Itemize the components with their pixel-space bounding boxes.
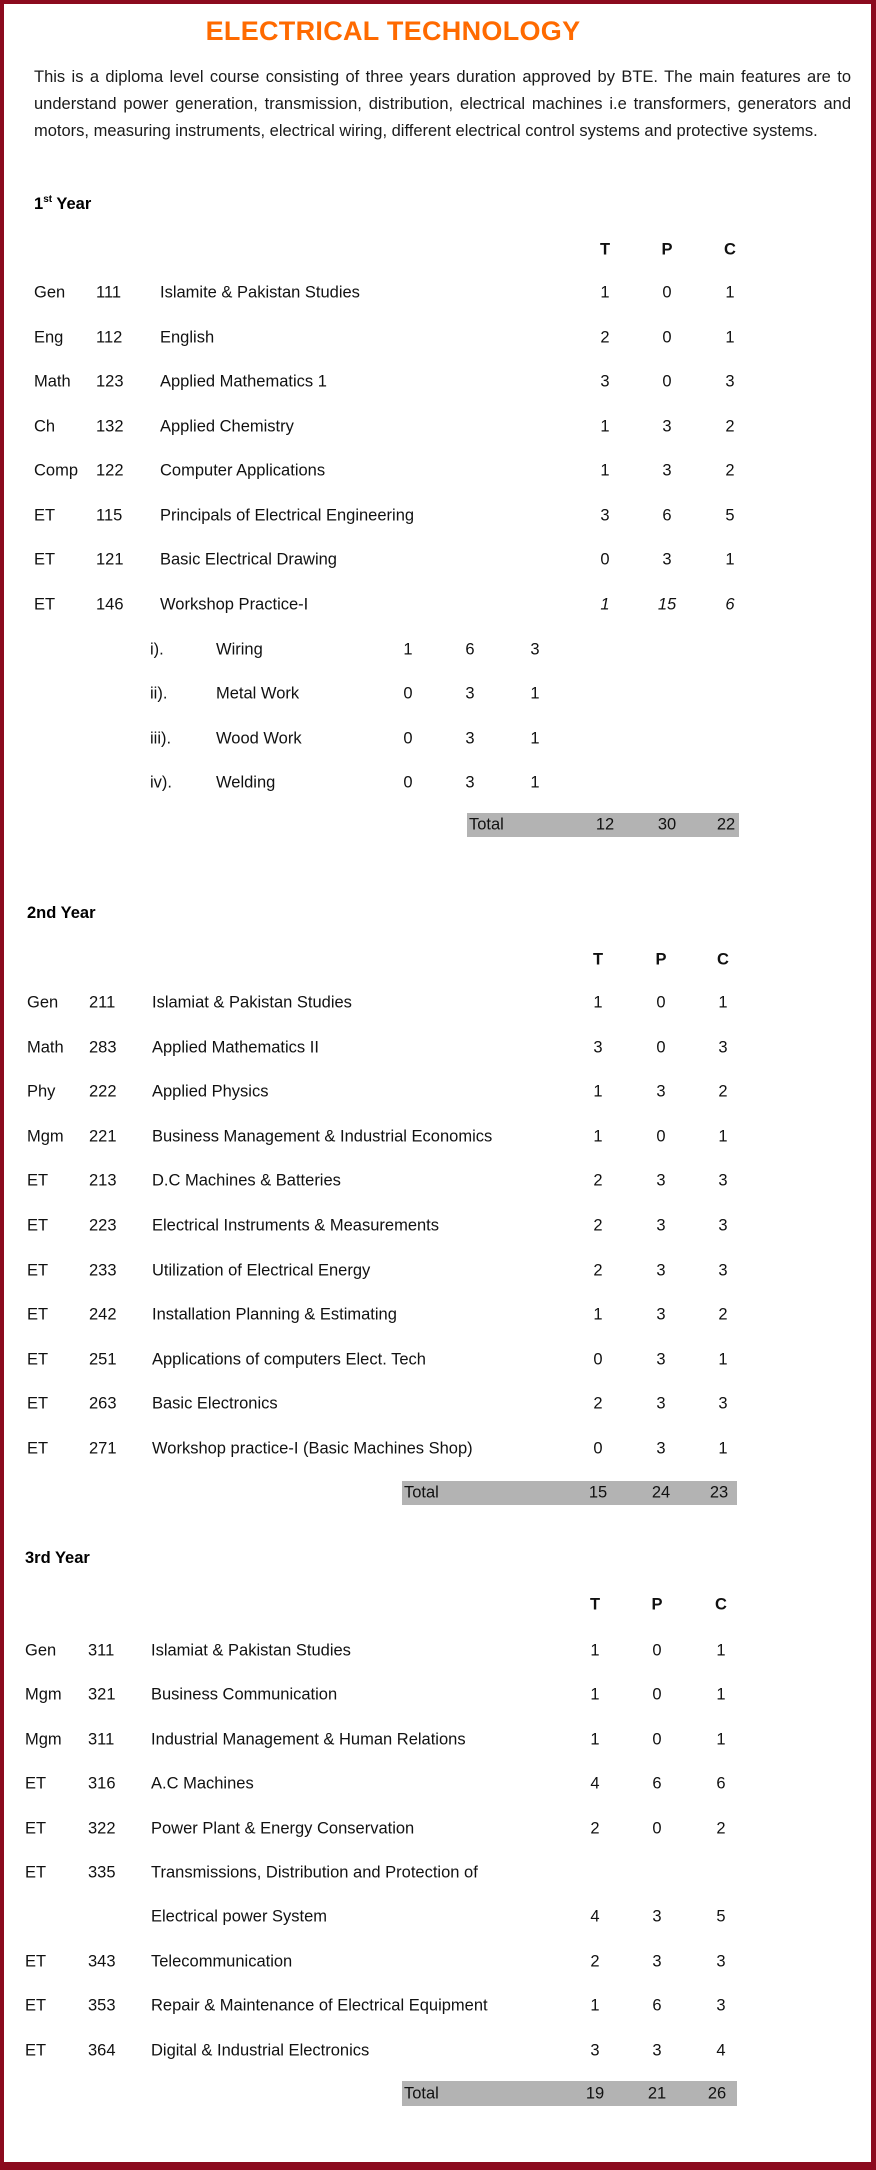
course-code: 115 (96, 506, 123, 524)
course-name: Islamiat & Pakistan Studies (152, 993, 352, 1012)
course-name: Workshop practice-I (Basic Machines Shop) (152, 1439, 473, 1458)
course-t-value: 1 (593, 993, 603, 1012)
sub-item-t-value: 0 (403, 729, 413, 748)
course-dept: ET (34, 506, 56, 524)
course-name: Power Plant & Energy Conservation (151, 1819, 415, 1838)
course-p-value: 0 (662, 283, 672, 302)
course-t-value: 2 (590, 1819, 600, 1838)
total-row (402, 2081, 737, 2106)
course-p-value: 6 (652, 1774, 662, 1793)
course-t-value: 3 (593, 1038, 603, 1057)
course-name: Principals of Electrical Engineering (160, 506, 415, 524)
course-name: Computer Applications (160, 461, 326, 480)
course-code: 146 (96, 595, 124, 613)
course-c-value: 3 (716, 1996, 726, 2015)
course-name: A.C Machines (151, 1774, 254, 1793)
course-c-value: 2 (725, 417, 735, 435)
sub-item-p-value: 3 (465, 773, 475, 792)
course-c-value: 5 (716, 1907, 726, 1926)
course-name: Repair & Maintenance of Electrical Equipment (151, 1996, 488, 2015)
course-c-value: 1 (718, 1439, 728, 1458)
course-t-value: 4 (590, 1774, 600, 1793)
course-p-value: 3 (656, 1082, 666, 1101)
course-p-value: 0 (656, 1038, 666, 1057)
sub-item-c-value: 1 (530, 684, 540, 703)
course-t-value: 1 (590, 1685, 600, 1704)
sub-item-p-value: 6 (465, 640, 475, 659)
sub-item-c-value: 1 (530, 773, 540, 792)
course-c-value: 3 (718, 1261, 728, 1280)
course-name: Industrial Management & Human Relations (151, 1730, 466, 1749)
course-code: 251 (89, 1350, 117, 1369)
course-code: 283 (89, 1038, 117, 1057)
course-code: 221 (89, 1127, 117, 1146)
column-header-c: C (715, 1595, 727, 1614)
course-t-value: 2 (593, 1261, 603, 1280)
course-c-value: 1 (718, 1127, 728, 1146)
total-t-value: 19 (585, 2084, 605, 2102)
course-c-value: 3 (716, 1952, 726, 1971)
course-code: 111 (96, 283, 122, 302)
course-code: 271 (89, 1439, 117, 1458)
total-c-value: 22 (716, 815, 736, 834)
course-c-value: 4 (716, 2041, 726, 2060)
course-t-value: 3 (600, 372, 610, 391)
course-code: 343 (88, 1952, 116, 1971)
course-t-value: 0 (593, 1350, 603, 1369)
course-name: Business Management & Industrial Economics (152, 1127, 493, 1146)
course-dept: ET (27, 1394, 49, 1413)
course-dept: ET (25, 1863, 47, 1882)
course-t-value: 2 (590, 1952, 600, 1971)
course-t-value: 3 (590, 2041, 600, 2060)
course-name: Electrical power System (151, 1907, 328, 1926)
course-c-value: 6 (716, 1774, 726, 1793)
course-p-value: 0 (662, 372, 672, 391)
course-c-value: 6 (725, 595, 735, 613)
year-ordinal-suffix: st (43, 194, 53, 205)
sub-item-number: ii). (150, 684, 168, 703)
course-name: Transmissions, Distribution and Protection of (151, 1863, 478, 1882)
course-dept: Gen (34, 283, 66, 302)
sub-item-name: Wiring (216, 640, 263, 659)
course-dept: Mgm (25, 1730, 62, 1749)
course-p-value: 3 (662, 550, 672, 569)
course-p-value: 6 (662, 506, 672, 524)
course-t-value: 1 (600, 417, 610, 435)
course-code: 364 (88, 2041, 116, 2060)
course-code: 322 (88, 1819, 116, 1838)
course-dept: Ch (34, 417, 56, 435)
page-title: ELECTRICAL TECHNOLOGY (205, 16, 581, 46)
course-dept: ET (25, 1952, 47, 1971)
course-dept: Math (27, 1038, 64, 1057)
course-name: D.C Machines & Batteries (152, 1171, 341, 1190)
course-c-value: 1 (718, 993, 728, 1012)
course-dept: ET (34, 595, 56, 613)
total-label: Total (404, 1483, 439, 1502)
sub-item-name: Metal Work (216, 684, 300, 703)
course-t-value: 1 (590, 1996, 600, 2015)
course-t-value: 2 (593, 1171, 603, 1190)
course-code: 112 (96, 328, 123, 346)
course-code: 122 (96, 461, 124, 480)
course-p-value: 3 (656, 1216, 666, 1235)
course-dept: ET (27, 1261, 49, 1280)
column-header-t: T (589, 1595, 601, 1614)
course-name: Applied Mathematics II (152, 1038, 319, 1057)
course-p-value: 0 (662, 328, 672, 346)
year-heading (34, 194, 91, 214)
course-name: Applied Mathematics 1 (160, 372, 327, 391)
sub-item-t-value: 0 (403, 684, 413, 703)
course-dept: ET (25, 2041, 47, 2060)
course-name: Applications of computers Elect. Tech (152, 1350, 426, 1369)
course-t-value: 1 (593, 1127, 603, 1146)
course-t-value: 4 (590, 1907, 600, 1926)
total-c-value: 23 (709, 1483, 729, 1502)
column-header-c: C (717, 950, 729, 969)
course-c-value: 1 (718, 1350, 728, 1369)
course-dept: Phy (27, 1082, 56, 1101)
year-heading (27, 904, 96, 923)
course-name: Business Communication (151, 1685, 338, 1704)
column-header-c: C (724, 240, 736, 259)
total-row (402, 1481, 737, 1505)
course-description: This is a diploma level course consisting of three years duration approved by BTE. The main features are to understand power generation, transmission, distribution, electrical machines i.e transformers, generators and motors, measuring instruments, electrical wiring, different electrical control systems and protective systems. (34, 68, 851, 140)
total-p-value: 30 (657, 815, 677, 834)
course-name: Islamite & Pakistan Studies (160, 283, 360, 302)
course-c-value: 3 (718, 1216, 728, 1235)
course-t-value: 2 (593, 1394, 603, 1413)
course-code: 123 (96, 372, 124, 391)
course-p-value: 15 (657, 595, 677, 613)
course-c-value: 2 (718, 1305, 728, 1324)
total-t-value: 15 (588, 1483, 608, 1502)
course-code: 211 (89, 993, 116, 1012)
course-name: Islamiat & Pakistan Studies (151, 1641, 351, 1660)
course-t-value: 2 (593, 1216, 603, 1235)
course-code: 121 (96, 550, 124, 569)
course-name: Utilization of Electrical Energy (152, 1261, 371, 1280)
course-name: Digital & Industrial Electronics (151, 2041, 370, 2060)
course-t-value: 3 (600, 506, 610, 524)
course-dept: Comp (34, 461, 79, 480)
course-name: Applied Physics (152, 1082, 269, 1101)
course-dept: Math (34, 372, 71, 391)
total-label: Total (469, 815, 504, 834)
course-c-value: 1 (716, 1730, 726, 1749)
sub-item-t-value: 1 (403, 640, 413, 659)
sub-item-number: i). (150, 640, 164, 659)
course-name: Telecommunication (151, 1952, 293, 1971)
sub-item-p-value: 3 (465, 729, 475, 748)
course-t-value: 0 (593, 1439, 603, 1458)
course-dept: ET (27, 1439, 49, 1458)
course-code: 132 (96, 417, 124, 435)
sub-item-t-value: 0 (403, 773, 413, 792)
course-code: 316 (88, 1774, 116, 1793)
course-c-value: 3 (718, 1038, 728, 1057)
course-name: Basic Electrical Drawing (160, 550, 337, 569)
year-heading-text: 3rd Year (25, 1549, 90, 1567)
course-t-value: 1 (590, 1730, 600, 1749)
course-name: Basic Electronics (152, 1394, 278, 1413)
course-c-value: 5 (725, 506, 735, 524)
total-c-value: 26 (707, 2084, 727, 2102)
course-p-value: 3 (662, 461, 672, 480)
course-t-value: 2 (600, 328, 610, 346)
course-p-value: 3 (656, 1171, 666, 1190)
course-c-value: 3 (718, 1171, 728, 1190)
course-code: 233 (89, 1261, 117, 1280)
course-code: 213 (89, 1171, 117, 1190)
course-c-value: 1 (716, 1685, 726, 1704)
course-t-value: 1 (600, 595, 610, 613)
sub-item-number: iii). (150, 729, 172, 748)
course-p-value: 3 (652, 1952, 662, 1971)
course-code: 223 (89, 1216, 117, 1235)
course-c-value: 3 (725, 372, 735, 391)
year-number: 1 (34, 195, 44, 213)
course-dept: ET (34, 550, 56, 569)
course-p-value: 3 (656, 1305, 666, 1324)
course-code: 311 (88, 1641, 115, 1660)
year-heading (25, 1549, 90, 1568)
course-c-value: 1 (725, 283, 735, 302)
course-dept: ET (27, 1216, 49, 1235)
course-c-value: 2 (718, 1082, 728, 1101)
course-t-value: 1 (590, 1641, 600, 1660)
course-name: Electrical Instruments & Measurements (152, 1216, 440, 1235)
sub-item-c-value: 3 (530, 640, 540, 659)
course-t-value: 1 (600, 461, 610, 480)
course-p-value: 3 (652, 2041, 662, 2060)
course-dept: ET (27, 1305, 49, 1324)
course-p-value: 3 (662, 417, 672, 435)
course-name: English (160, 328, 215, 346)
column-header-p: P (651, 1595, 663, 1614)
sub-item-name: Wood Work (216, 729, 302, 748)
column-header-p: P (661, 240, 673, 259)
course-name: Workshop Practice-I (160, 595, 309, 613)
course-c-value: 1 (716, 1641, 726, 1660)
column-header-t: T (599, 240, 611, 259)
course-code: 222 (89, 1082, 117, 1101)
course-code: 242 (89, 1305, 117, 1324)
course-p-value: 6 (652, 1996, 662, 2015)
course-c-value: 2 (725, 461, 735, 480)
course-dept: ET (27, 1171, 49, 1190)
course-p-value: 3 (656, 1261, 666, 1280)
sub-item-name: Welding (216, 773, 276, 792)
total-p-value: 21 (647, 2084, 667, 2102)
course-code: 263 (89, 1394, 117, 1413)
course-t-value: 0 (600, 550, 610, 569)
course-p-value: 0 (656, 1127, 666, 1146)
course-p-value: 3 (656, 1350, 666, 1369)
course-p-value: 0 (652, 1641, 662, 1660)
course-dept: ET (25, 1819, 47, 1838)
course-t-value: 1 (600, 283, 610, 302)
course-code: 321 (88, 1685, 116, 1704)
course-p-value: 0 (652, 1730, 662, 1749)
sub-item-p-value: 3 (465, 684, 475, 703)
course-p-value: 3 (656, 1394, 666, 1413)
course-c-value: 1 (725, 550, 735, 569)
year-heading-text: Year (52, 195, 92, 213)
course-p-value: 0 (652, 1685, 662, 1704)
course-dept: Gen (25, 1641, 57, 1660)
total-t-value: 12 (595, 815, 615, 834)
course-code: 311 (88, 1730, 115, 1749)
sub-item-number: iv). (150, 773, 172, 792)
course-p-value: 0 (656, 993, 666, 1012)
column-header-p: P (655, 950, 667, 969)
course-dept: Eng (34, 328, 64, 346)
course-t-value: 1 (593, 1305, 603, 1324)
total-p-value: 24 (651, 1483, 671, 1502)
total-label: Total (404, 2084, 439, 2102)
course-c-value: 2 (716, 1819, 726, 1838)
course-name: Installation Planning & Estimating (152, 1305, 397, 1324)
column-header-t: T (592, 950, 604, 969)
course-name: Applied Chemistry (160, 417, 294, 435)
course-dept: ET (25, 1996, 47, 2015)
course-code: 335 (88, 1863, 116, 1882)
course-code: 353 (88, 1996, 116, 2015)
course-t-value: 1 (593, 1082, 603, 1101)
year-heading-text: 2nd Year (27, 904, 96, 922)
course-c-value: 3 (718, 1394, 728, 1413)
course-p-value: 3 (656, 1439, 666, 1458)
course-p-value: 0 (652, 1819, 662, 1838)
course-dept: ET (27, 1350, 49, 1369)
course-p-value: 3 (652, 1907, 662, 1926)
course-dept: Gen (27, 993, 59, 1012)
course-dept: Mgm (25, 1685, 62, 1704)
course-c-value: 1 (725, 328, 735, 346)
course-dept: ET (25, 1774, 47, 1793)
course-dept: Mgm (27, 1127, 64, 1146)
sub-item-c-value: 1 (530, 729, 540, 748)
